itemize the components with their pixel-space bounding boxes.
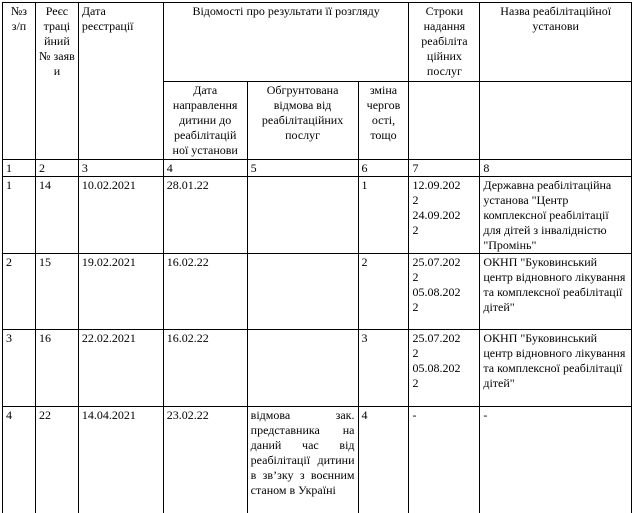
header-registration-date: Дата реєстрації [78, 3, 163, 160]
table-row [3, 407, 632, 513]
numbering-row [3, 160, 632, 177]
column-number: 6 [358, 160, 409, 177]
queue-change: 1 [358, 177, 409, 254]
referral-date: 16.02.22 [163, 330, 247, 407]
registration-date: 19.02.2021 [78, 254, 163, 330]
institution-name: ОКНП "Буковинський центр відновного лікування та комплексної реабілітації дітей" [480, 330, 632, 407]
queue-change: 4 [358, 407, 409, 513]
service-terms: 12.09.202 2 24.09.202 2 [409, 177, 480, 254]
service-terms: - [409, 407, 480, 513]
column-number: 1 [3, 160, 36, 177]
registration-date: 10.02.2021 [78, 177, 163, 254]
institution-name: Державна реабілітаційна установа "Центр комплексної реабілітації для дітей з інвалідністю "Промінь" [480, 177, 632, 254]
service-terms: 25.07.202 2 05.08.202 2 [409, 330, 480, 407]
header-refusal: Обгрунтована відмова від реабілітаційних послуг [247, 82, 358, 160]
refusal-reason [247, 254, 358, 330]
header-number: №з з/п [3, 3, 36, 160]
header-institution-name: Назва реабілітаційної установи [480, 3, 632, 82]
registration-number: 14 [35, 177, 78, 254]
queue-change: 2 [358, 254, 409, 330]
refusal-reason: відмова зак. представника на даний час від реабілітації дитини в зв’зку з воєнним станом в Україні [247, 407, 358, 513]
queue-change: 3 [358, 330, 409, 407]
header-referral-date: Дата направлення дитини до реабілітацій ної установи [163, 82, 247, 160]
row-number: 2 [3, 254, 36, 330]
column-number: 2 [35, 160, 78, 177]
header-queue-change: зміна чергов ості, тощо [358, 82, 409, 160]
referral-date: 28.01.22 [163, 177, 247, 254]
row-number: 4 [3, 407, 36, 513]
table-row [3, 177, 632, 254]
column-number: 8 [480, 160, 632, 177]
registration-number: 22 [35, 407, 78, 513]
header-review-results: Відомості про результати її розгляду [163, 3, 409, 82]
registration-number: 15 [35, 254, 78, 330]
institution-name: ОКНП "Буковинський центр відновного лікування та комплексної реабілітації дітей" [480, 254, 632, 330]
service-terms: 25.07.202 2 05.08.202 2 [409, 254, 480, 330]
row-number: 3 [3, 330, 36, 407]
rehabilitation-register-table [2, 2, 632, 513]
referral-date: 16.02.22 [163, 254, 247, 330]
referral-date: 23.02.22 [163, 407, 247, 513]
refusal-reason [247, 177, 358, 254]
column-number: 3 [78, 160, 163, 177]
column-number: 7 [409, 160, 480, 177]
refusal-reason [247, 330, 358, 407]
institution-name: - [480, 407, 632, 513]
column-number: 4 [163, 160, 247, 177]
table-row [3, 330, 632, 407]
table-row [3, 254, 632, 330]
header-row-1 [3, 3, 632, 82]
header-registration-number: Реєс траці йний № заяв и [35, 3, 78, 160]
row-number: 1 [3, 177, 36, 254]
header-service-terms: Строки надання реабіліта ційних послуг [409, 3, 480, 82]
registration-date: 14.04.2021 [78, 407, 163, 513]
column-number: 5 [247, 160, 358, 177]
registration-number: 16 [35, 330, 78, 407]
registration-date: 22.02.2021 [78, 330, 163, 407]
